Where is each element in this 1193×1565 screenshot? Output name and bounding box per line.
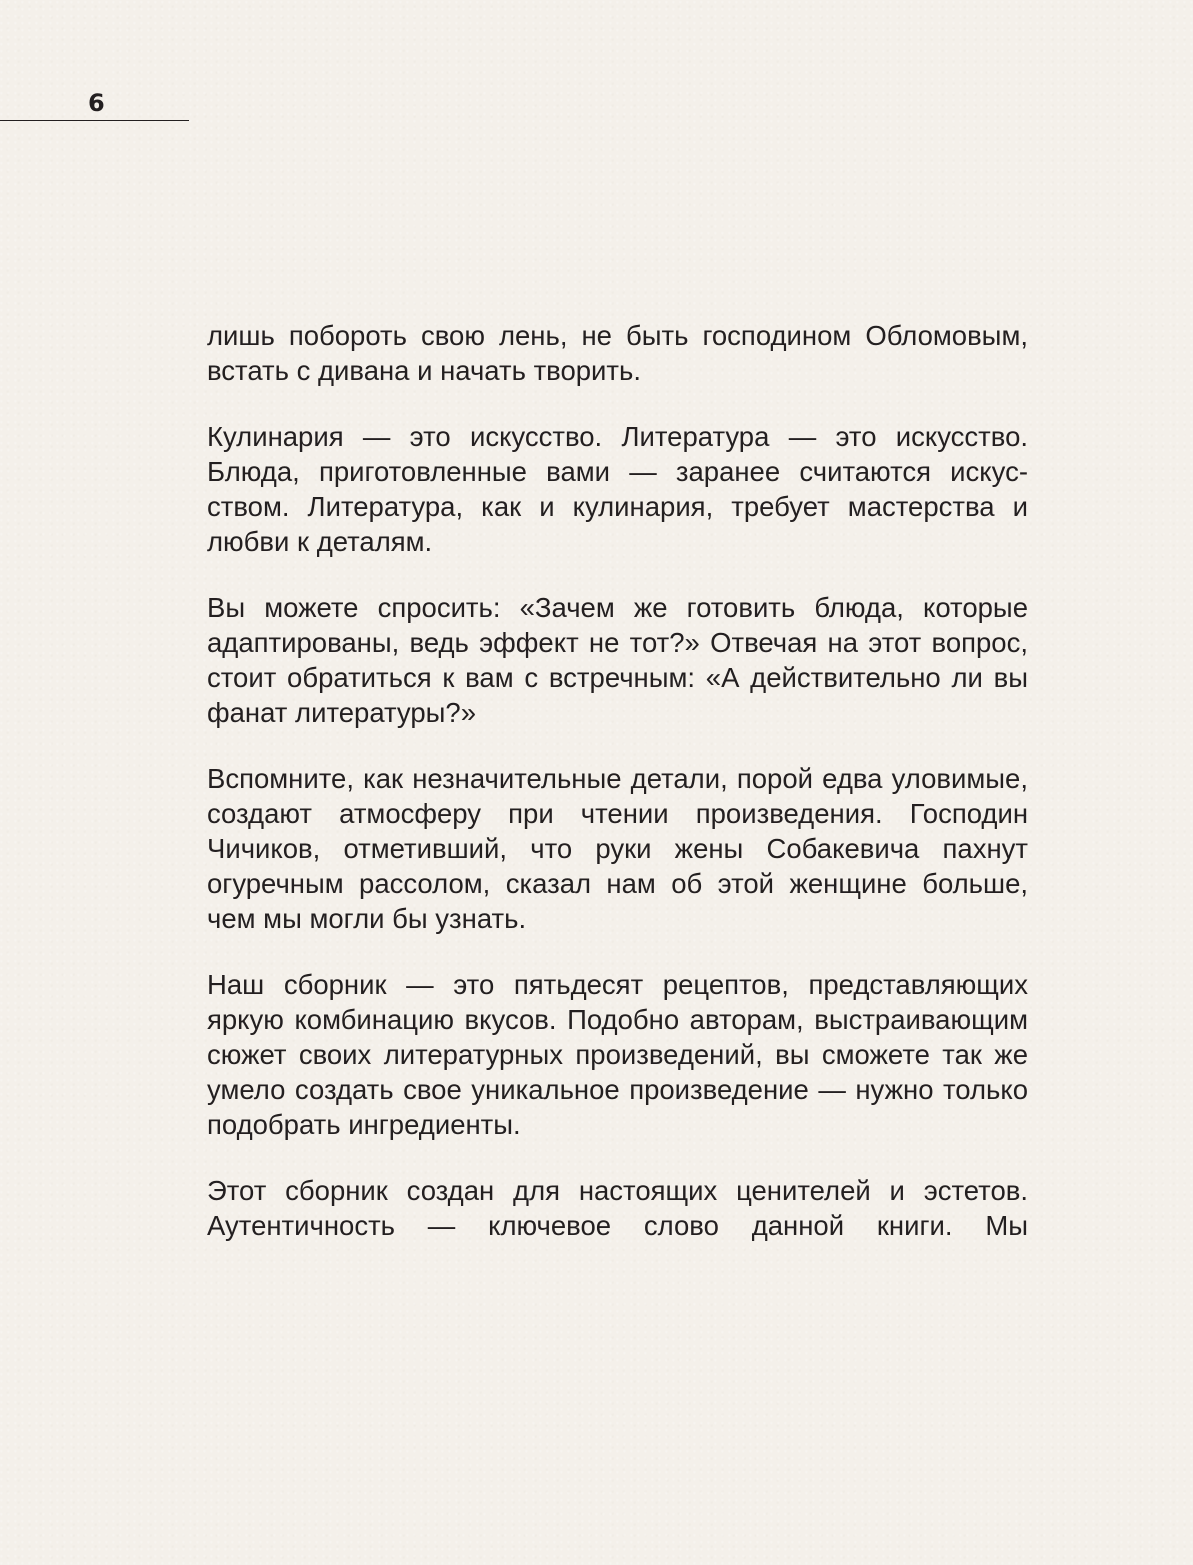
paragraph-5: Наш сборник — это пятьдесят рецептов, представляющих яркую комбинацию вкусов. Подобно авторам, выстраивающим сюжет своих литературных произведений, вы сможете так же умело создать свое уникальное произведение — нужно только подобрать ингредиенты. <box>207 969 1028 1140</box>
paragraph-6: Этот сборник создан для настоящих ценителей и эстетов. Аутентичность — ключевое слово данной книги. Мы <box>207 1175 1028 1241</box>
page-number: 6 <box>88 89 105 117</box>
paragraph-2: Кулинария — это искусство. Литература — это искусство. Блюда, приготовленные вами — заранее считаются искусством. Литература, как и кулинария, требует мастерства и любви к деталям. <box>207 421 1028 557</box>
body-text <box>207 318 1028 1274</box>
header-rule <box>0 120 189 121</box>
paragraph-3: Вы можете спросить: «Зачем же готовить блюда, которые адаптированы, ведь эффект не тот?» Отвечая на этот вопрос, стоит обратиться к вам с встречным: «А действительно ли вы фанат литературы?» <box>207 592 1028 728</box>
paragraph-4: Вспомните, как незначительные детали, порой едва уловимые, создают атмосферу при чтении произведения. Господин Чичиков, отметивший, что руки жены Собакевича пахнут огуречным рассолом, сказал нам об этой женщине больше, чем мы могли бы узнать. <box>207 763 1028 934</box>
paragraph-1: лишь побороть свою лень, не быть господином Обломовым, встать с дивана и начать творить. <box>207 320 1028 386</box>
